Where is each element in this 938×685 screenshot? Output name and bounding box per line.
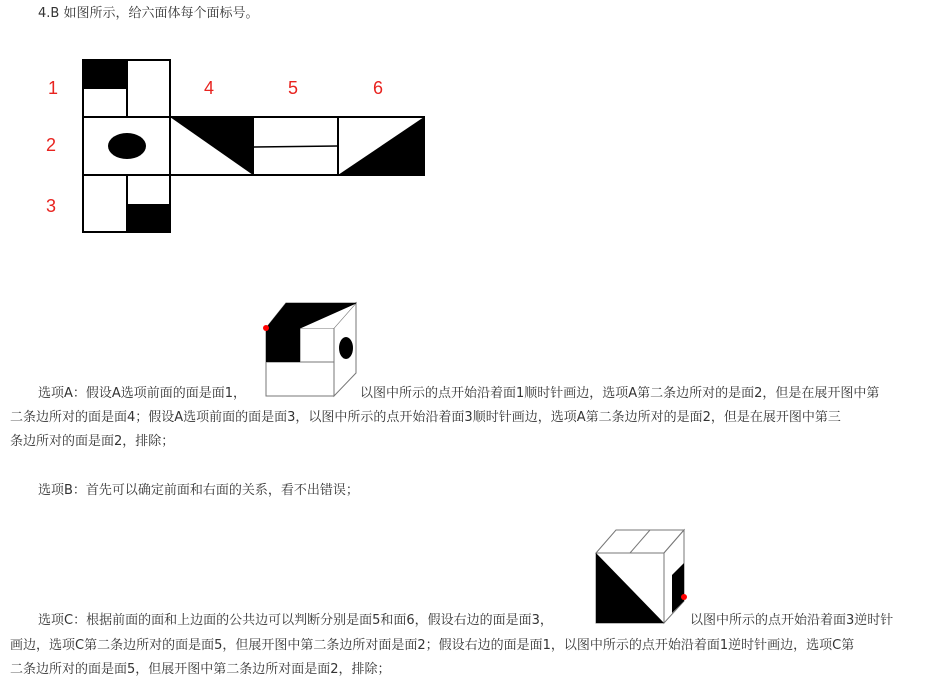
cube-net-figure — [0, 0, 938, 300]
red-start-dot — [681, 594, 687, 600]
option-a-line3: 条边所对的面是面2，排除； — [10, 434, 175, 449]
net-face-6 — [338, 117, 424, 175]
option-a-line1-after: 以图中所示的点开始沿着面1顺时针画边，选项A第二条边所对的是面2，但是在展开图中第 — [360, 386, 880, 401]
net-face-5 — [253, 117, 338, 175]
net-label-1: 1 — [48, 78, 59, 98]
option-c-cube-figure — [592, 527, 692, 627]
option-a-line2: 二条边所对的面是面4；假设A选项前面的面是面3，以图中所示的点开始沿着面3顺时针画边，选项A第二条边所对的是面2，但是在展开图中第三 — [10, 410, 841, 425]
header-text: 4.B 如图所示，给六面体每个面标号。 — [38, 6, 259, 21]
option-b-line1: 选项B：首先可以确定前面和右面的关系，看不出错误； — [38, 483, 359, 498]
option-a-cube-figure — [262, 300, 362, 400]
net-label-3: 3 — [46, 196, 57, 216]
black-oval-shape — [108, 133, 146, 159]
net-face-4 — [170, 117, 253, 175]
option-c-line2: 画边，选项C第二条边所对的面是面5，但展开图中第二条边所对面是面2；假设右边的面是面1，以图中所示的点开始沿着面1逆时针画边，选项C第 — [10, 638, 855, 653]
option-c-line1-before: 选项C：根据前面的面和上边面的公共边可以判断分别是面5和面6，假设右边的面是面3， — [38, 613, 553, 628]
red-start-dot — [263, 325, 269, 331]
black-oval-shape — [339, 337, 353, 359]
option-c-line3: 二条边所对的面是面5，但展开图中第二条边所对面是面2，排除； — [10, 662, 391, 677]
net-label-6: 6 — [373, 78, 384, 98]
net-label-2: 2 — [46, 135, 57, 155]
net-face-3 — [83, 175, 170, 232]
net-face-2 — [83, 117, 170, 175]
net-face-1 — [83, 60, 170, 117]
net-label-4: 4 — [204, 78, 215, 98]
option-a-line1-before: 选项A：假设A选项前面的面是面1， — [38, 386, 247, 401]
net-label-5: 5 — [288, 78, 299, 98]
option-c-line1-after: 以图中所示的点开始沿着面3逆时针 — [690, 613, 894, 628]
